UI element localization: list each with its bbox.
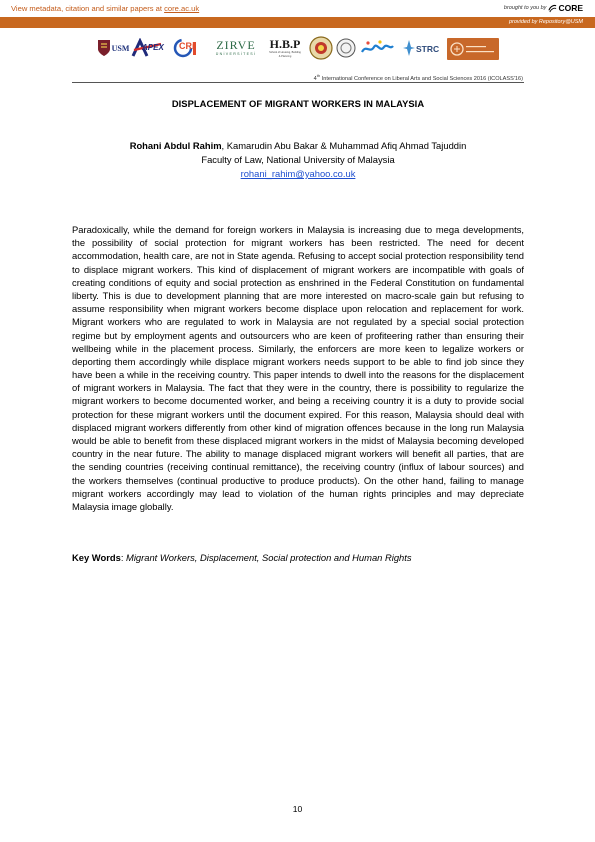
coauthors: , Kamarudin Abu Bakar & Muhammad Afiq Ahmad Tajuddin [221, 140, 467, 151]
core-link-prefix: View metadata, citation and similar papers at [11, 4, 162, 13]
paper-title: DISPLACEMENT OF MIGRANT WORKERS IN MALAYSIA [171, 98, 425, 109]
page-number: 10 [292, 804, 303, 814]
abstract: Paradoxically, while the demand for foreign workers in Malaysia is increasing due to mega developments, the possibility of social protection for migrant workers has been restricted. The need for decent accommodation, health care, are not in State agenda. Refusing to accept social protection responsibility tend to displace migrant workers. This kind of displacement of migrant workers are incompatible with goals of creating conditions of equity and social protection as enshrined in the Federal Constitution on fundamental liberty. This is due to development planning that are more interested on macro-scale gain but refusing to assume responsibility when migrant workers become displace upon relocation and replacement for work. Migrant workers who are regulated to work in Malaysia are not regulated by a special social protection regime but by employment agents and outsourcers who are keen of profiteering rather than ensuring their wellbeing while in the placement process. Similarly, the enforcers are more keen to legalize workers or deporting them accordingly while displace migrant workers needs support to be able to find job since they have been a while in the receiving country. This paper intends to dwell into the reasons for the displacement of migrant workers in Malaysia. The fact that they were in the country, there is possibility to regularize the migrant workers to become documented worker, and being a receiving country it is a duty to provide social protection for these migrant workers until the document expired. For this reason, Malaysia should deal with displaced migrant workers differently from other kind of migration offences because in the long run Malaysia would be able to benefit from these displaced migrant workers in the midst of Malaysia becoming developed country in the near future. The ability to manage displaced migrant workers will benefit all parties, that are the sending countries (receiving continual remittance), the receiving country (influx of labour sources) and the workers themselves (continual productive to produce products). On the other hand, failing to manage migrant workers accordingly may lead to violation of the human rights principles and may depreciate Malaysia image globally. [72, 224, 524, 512]
conference-edition: 4 [313, 75, 317, 82]
header-rule [72, 82, 524, 83]
keywords [72, 552, 524, 563]
core-logo[interactable] [548, 3, 583, 13]
sponsor-logos [97, 36, 502, 62]
conference-name: International Conference on Liberal Arts and Social Sciences 2016 (ICOLASS'16) [320, 75, 523, 82]
author-email[interactable] [72, 168, 524, 179]
conference-edition-suffix: th [316, 73, 321, 78]
lead-author: Rohani Abdul Rahim [129, 140, 222, 151]
zirve-logo-sub: ÜNİVERSİTESİ [215, 52, 257, 56]
keywords-list: Migrant Workers, Displacement, Social protection and Human Rights [126, 552, 412, 563]
core-provided-bar [0, 17, 595, 28]
author-email-link[interactable]: rohani_rahim@yahoo.co.uk [240, 168, 356, 179]
keywords-label: Key Words [72, 552, 121, 563]
core-metadata-link[interactable] [11, 4, 199, 13]
orange-badge-logo [447, 38, 499, 60]
provided-by[interactable]: provided by Repository@USM [508, 19, 583, 25]
affiliation: Faculty of Law, National University of Malaysia [201, 154, 395, 165]
stlc-logo [402, 36, 440, 60]
apex-logo [131, 36, 164, 60]
usm-logo-text: USM [111, 43, 130, 53]
seal-logo-1 [309, 36, 333, 60]
hbp-logo [266, 36, 304, 60]
author-line [60, 140, 536, 151]
cri-logo [173, 36, 202, 60]
keywords-separator: : [120, 552, 127, 563]
cri-logo-text: CRi [179, 41, 195, 51]
brought-to-you-by[interactable] [504, 3, 583, 13]
conference-header [314, 73, 523, 82]
core-banner [0, 0, 595, 17]
usm-crest-logo [97, 36, 111, 60]
zirve-logo-text: ZIRVE [216, 38, 256, 52]
core-link[interactable]: core.ac.uk [164, 4, 200, 13]
core-brand: CORE [558, 3, 583, 13]
stlc-logo-text: STRC [416, 44, 440, 54]
hbp-logo-sub: School of Housing, Building & Planning [269, 51, 301, 58]
zirve-logo [213, 36, 259, 60]
brought-by-label: brought to you by [503, 5, 547, 11]
core-swoosh-icon [548, 4, 557, 13]
apex-logo-text: APEX [142, 43, 164, 52]
usm-logo [112, 36, 129, 60]
hbp-logo-text: H.B.P [269, 37, 301, 52]
script-logo [360, 36, 395, 60]
seal-logo-2 [336, 36, 356, 60]
